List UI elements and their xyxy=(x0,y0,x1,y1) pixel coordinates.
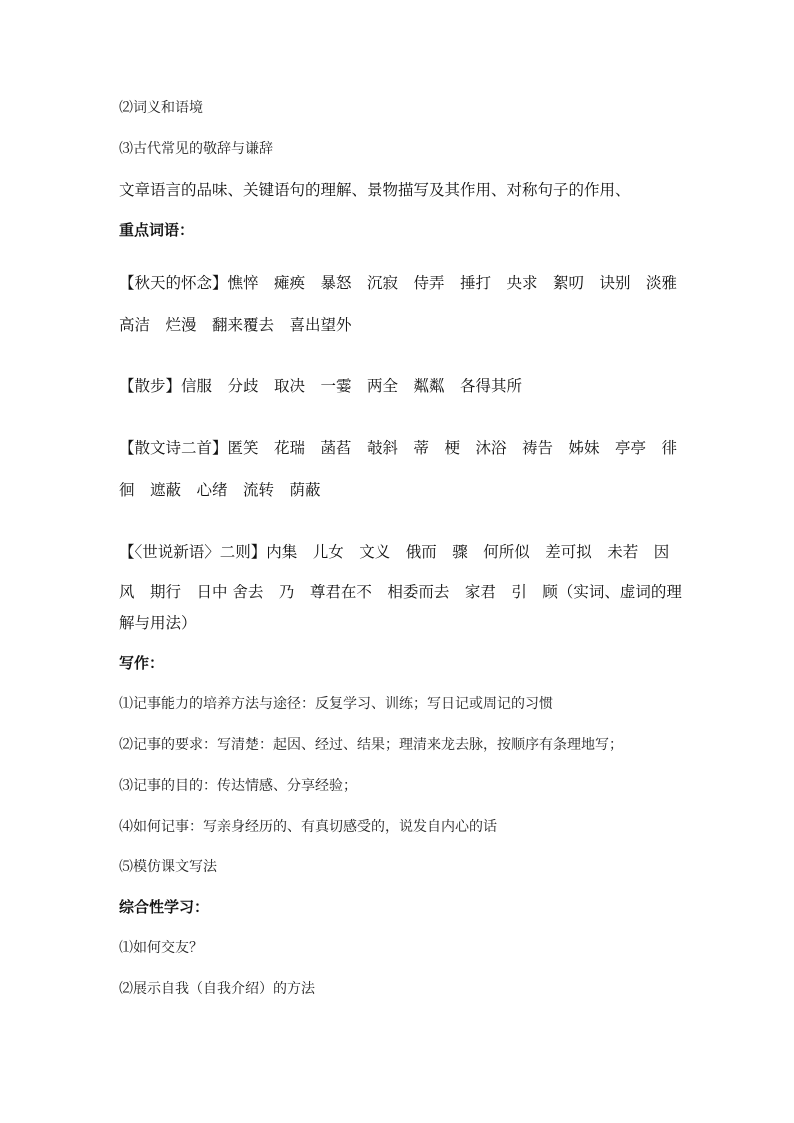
writing-item: ⑵记事的要求：写清楚：起因、经过、结果；理清来龙去脉，按顺序有条理地写； xyxy=(119,737,623,753)
comprehensive-item: ⑴如何交友？ xyxy=(119,940,203,956)
comprehensive-item: ⑵展示自我（自我介绍）的方法 xyxy=(119,981,315,997)
vocab-walk-line: 【散步】信服 分歧 取决 一霎 两全 粼粼 各得其所 xyxy=(119,377,523,395)
writing-item: ⑴记事能力的培养方法与途径：反复学习、训练；写日记或周记的习惯 xyxy=(119,696,553,712)
vocab-heading: 重点词语： xyxy=(119,221,195,239)
vocab-autumn-line-1: 【秋天的怀念】憔悴 瘫痪 暴怒 沉寂 侍弄 捶打 央求 絮叨 诀别 淡雅 xyxy=(119,274,678,292)
reading-focus-line: 文章语言的品味、关键语句的理解、景物描写及其作用、对称句子的作用、 xyxy=(119,181,631,199)
outline-item-word-meaning: ⑵词义和语境 xyxy=(119,100,203,116)
writing-heading: 写作： xyxy=(119,654,165,672)
vocab-shishuo-line-1: 【〈世说新语〉二则】内集 儿女 文义 俄而 骤 何所似 差可拟 未若 因 xyxy=(119,543,670,561)
vocab-poems-line-1: 【散文诗二首】匿笑 花瑞 菡萏 攲斜 蒂 梗 沐浴 祷告 姊妹 亭亭 徘 xyxy=(119,439,678,457)
writing-item: ⑶记事的目的：传达情感、分享经验； xyxy=(119,778,357,794)
vocab-shishuo-line-3: 解与用法） xyxy=(119,614,197,632)
comprehensive-heading: 综合性学习： xyxy=(119,898,210,916)
outline-item-honorifics: ⑶古代常见的敬辞与谦辞 xyxy=(119,141,273,157)
vocab-shishuo-line-2: 风 期行 日中 舍去 乃 尊君在不 相委而去 家君 引 顾（实词、虚词的理 xyxy=(119,583,682,601)
writing-item: ⑸模仿课文写法 xyxy=(119,859,217,875)
vocab-poems-line-2: 徊 遮蔽 心绪 流转 荫蔽 xyxy=(119,481,321,499)
writing-item: ⑷如何记事：写亲身经历的、有真切感受的，说发自内心的话 xyxy=(119,819,497,835)
vocab-autumn-line-2: 高洁 烂漫 翻来覆去 喜出望外 xyxy=(119,316,352,334)
